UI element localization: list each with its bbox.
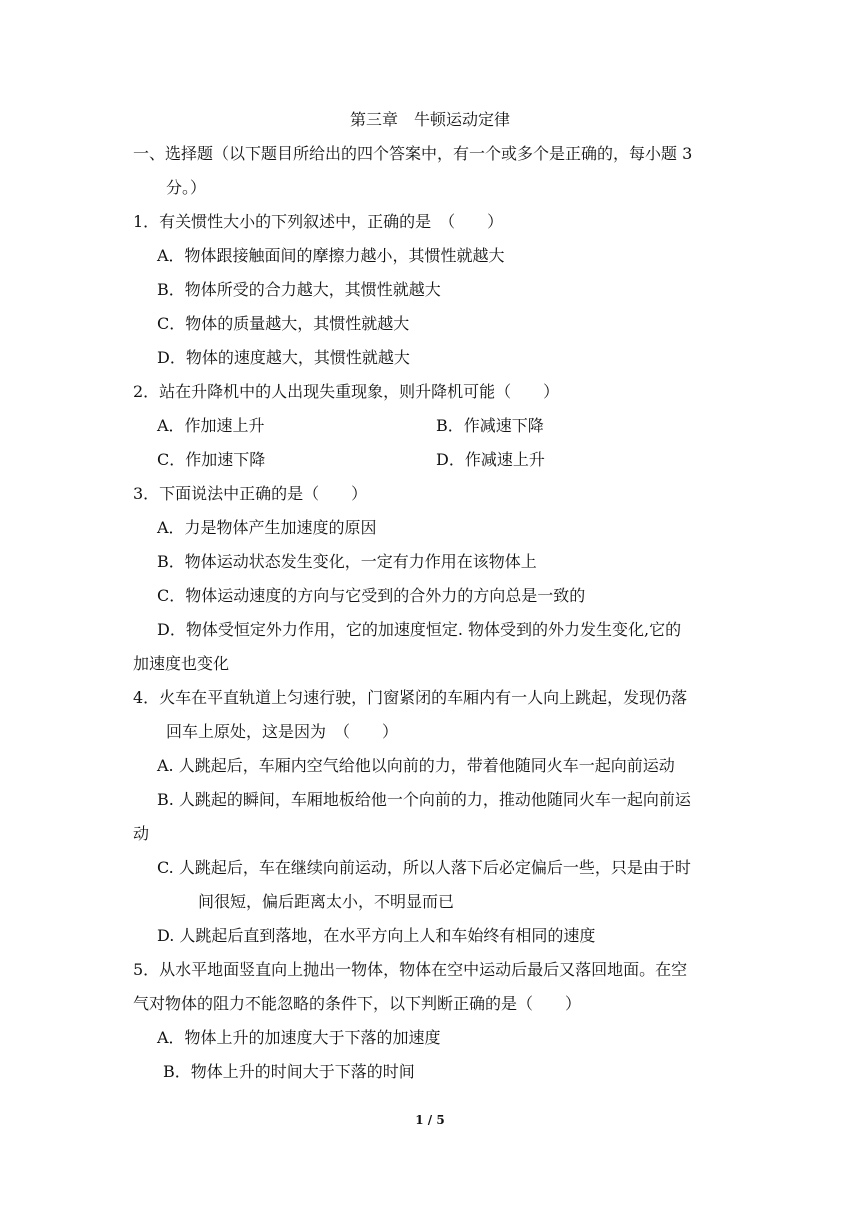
question-1-option-c: C．物体的质量越大，其惯性就越大 [157,314,410,333]
question-4-stem: 4．火车在平直轨道上匀速行驶，门窗紧闭的车厢内有一人向上跳起，发现仍落 [133,688,688,707]
question-1-option-a: A．物体跟接触面间的摩擦力越小，其惯性就越大 [157,246,505,265]
section-heading-cont: 分。） [166,178,207,197]
chapter-title: 第三章 牛顿运动定律 [349,110,510,129]
question-4-option-a: A. 人跳起后，车厢内空气给他以向前的力，带着他随同火车一起向前运动 [157,756,675,775]
question-3-stem: 3．下面说法中正确的是（ ） [133,484,368,503]
page-number: 1 / 5 [415,1113,445,1127]
section-heading: 一、选择题（以下题目所给出的四个答案中，有一个或多个是正确的，每小题 3 [133,144,693,163]
question-4-stem-cont: 回车上原处，这是因为 （ ） [166,722,399,741]
question-5-stem-cont: 气对物体的阻力不能忽略的条件下，以下判断正确的是（ ） [133,994,582,1013]
question-2-option-a: A．作加速上升 [157,416,265,435]
question-4-option-d: D. 人跳起后直到落地，在水平方向上人和车始终有相同的速度 [157,926,596,945]
question-2-option-d: D．作减速上升 [436,450,545,469]
question-4-option-b: B. 人跳起的瞬间，车厢地板给他一个向前的力，推动他随同火车一起向前运 [157,790,691,809]
question-1-option-b: B．物体所受的合力越大，其惯性就越大 [157,280,441,299]
question-4-option-b-cont: 动 [133,824,150,843]
question-3-option-a: A．力是物体产生加速度的原因 [157,518,377,537]
question-2-option-c: C．作加速下降 [157,450,266,469]
question-2-stem: 2．站在升降机中的人出现失重现象，则升降机可能（ ） [133,382,560,401]
question-5-stem: 5．从水平地面竖直向上抛出一物体，物体在空中运动后最后又落回地面。在空 [133,960,688,979]
question-1-stem: 1．有关惯性大小的下列叙述中，正确的是 （ ） [133,212,504,231]
question-4-option-c-cont: 间很短，偏后距离太小，不明显而已 [198,892,455,911]
question-3-option-d: D．物体受恒定外力作用，它的加速度恒定. 物体受到的外力发生变化,它的 [157,620,682,639]
question-3-option-b: B．物体运动状态发生变化，一定有力作用在该物体上 [157,552,537,571]
question-1-option-d: D．物体的速度越大，其惯性就越大 [157,348,410,367]
question-5-option-a: A．物体上升的加速度大于下落的加速度 [157,1028,441,1047]
question-5-option-b: B．物体上升的时间大于下落的时间 [163,1062,415,1081]
question-4-option-c: C. 人跳起后，车在继续向前运动，所以人落下后必定偏后一些，只是由于时 [157,858,691,877]
question-2-option-b: B．作减速下降 [436,416,544,435]
question-3-option-d-cont: 加速度也变化 [133,654,230,673]
question-3-option-c: C．物体运动速度的方向与它受到的合外力的方向总是一致的 [157,586,586,605]
